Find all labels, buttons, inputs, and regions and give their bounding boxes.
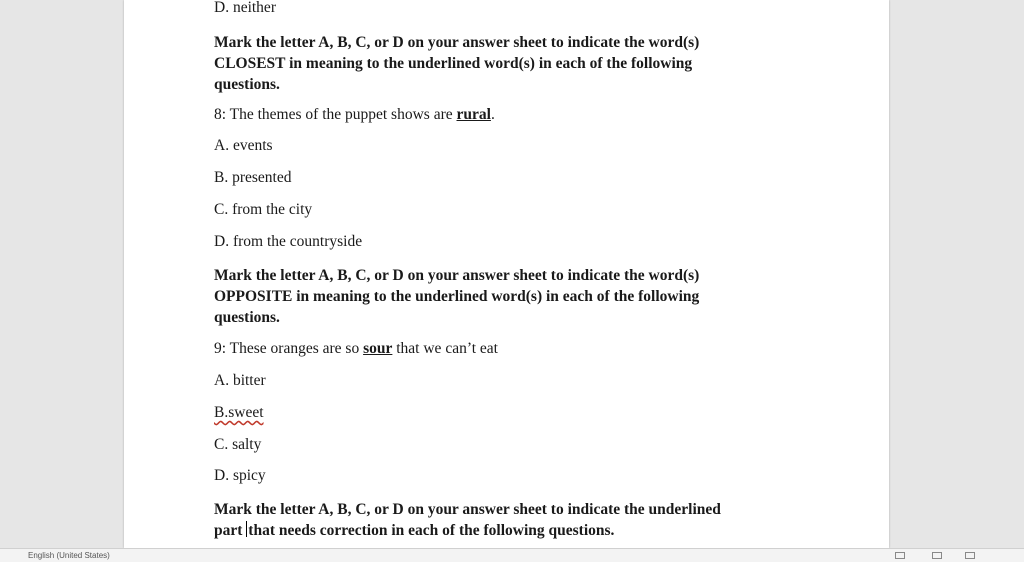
document-page[interactable] [124, 0, 889, 548]
question-9-option-c: C. salty [214, 436, 262, 453]
question-8-underlined-word: rural [456, 106, 491, 123]
focus-mode-icon[interactable] [895, 552, 905, 559]
question-8-option-d: D. from the countryside [214, 233, 363, 250]
instruction-closest-line2: CLOSEST in meaning to the underlined word(s) in each of the following [214, 55, 693, 72]
question-8-suffix: . [490, 106, 495, 123]
question-8-prefix: 8: The themes of the puppet shows are [214, 106, 457, 123]
instruction-opposite-line1: Mark the letter A, B, C, or D on your answer sheet to indicate the word(s) [214, 267, 700, 284]
instruction-closest-line3: questions. [214, 76, 280, 93]
question-9-option-b: B.sweet [214, 404, 264, 421]
print-layout-icon[interactable] [932, 552, 942, 559]
instruction-opposite [214, 265, 804, 328]
instruction-opposite-line3: questions. [214, 309, 280, 326]
question-8 [214, 106, 495, 124]
question-9-underlined-word: sour [363, 340, 393, 357]
question-9-suffix: that we can’t eat [392, 340, 498, 357]
status-bar [0, 548, 1024, 562]
instruction-closest-line1: Mark the letter A, B, C, or D on your answer sheet to indicate the word(s) [214, 34, 700, 51]
question-8-option-c: C. from the city [214, 201, 313, 218]
question-9-option-a: A. bitter [214, 372, 266, 389]
question-8-option-a: A. events [214, 137, 273, 154]
question-9 [214, 340, 498, 358]
instruction-correction-line2-end: that needs correction in each of the following questions. [248, 522, 615, 539]
instruction-correction-line2 [214, 520, 804, 541]
instruction-correction-line1: Mark the letter A, B, C, or D on your answer sheet to indicate the underlined [214, 501, 721, 518]
instruction-opposite-line2: OPPOSITE in meaning to the underlined word(s) in each of the following [214, 288, 700, 305]
instruction-closest [214, 32, 804, 95]
instruction-correction-line2-start: part [214, 522, 247, 539]
question-8-option-b: B. presented [214, 169, 292, 186]
instruction-correction [214, 499, 804, 541]
web-layout-icon[interactable] [965, 552, 975, 559]
question-9-option-d: D. spicy [214, 467, 266, 484]
question-9-prefix: 9: These oranges are so [214, 340, 364, 357]
language-indicator[interactable]: English (United States) [28, 551, 110, 560]
option-d-previous: D. neither [214, 0, 276, 16]
